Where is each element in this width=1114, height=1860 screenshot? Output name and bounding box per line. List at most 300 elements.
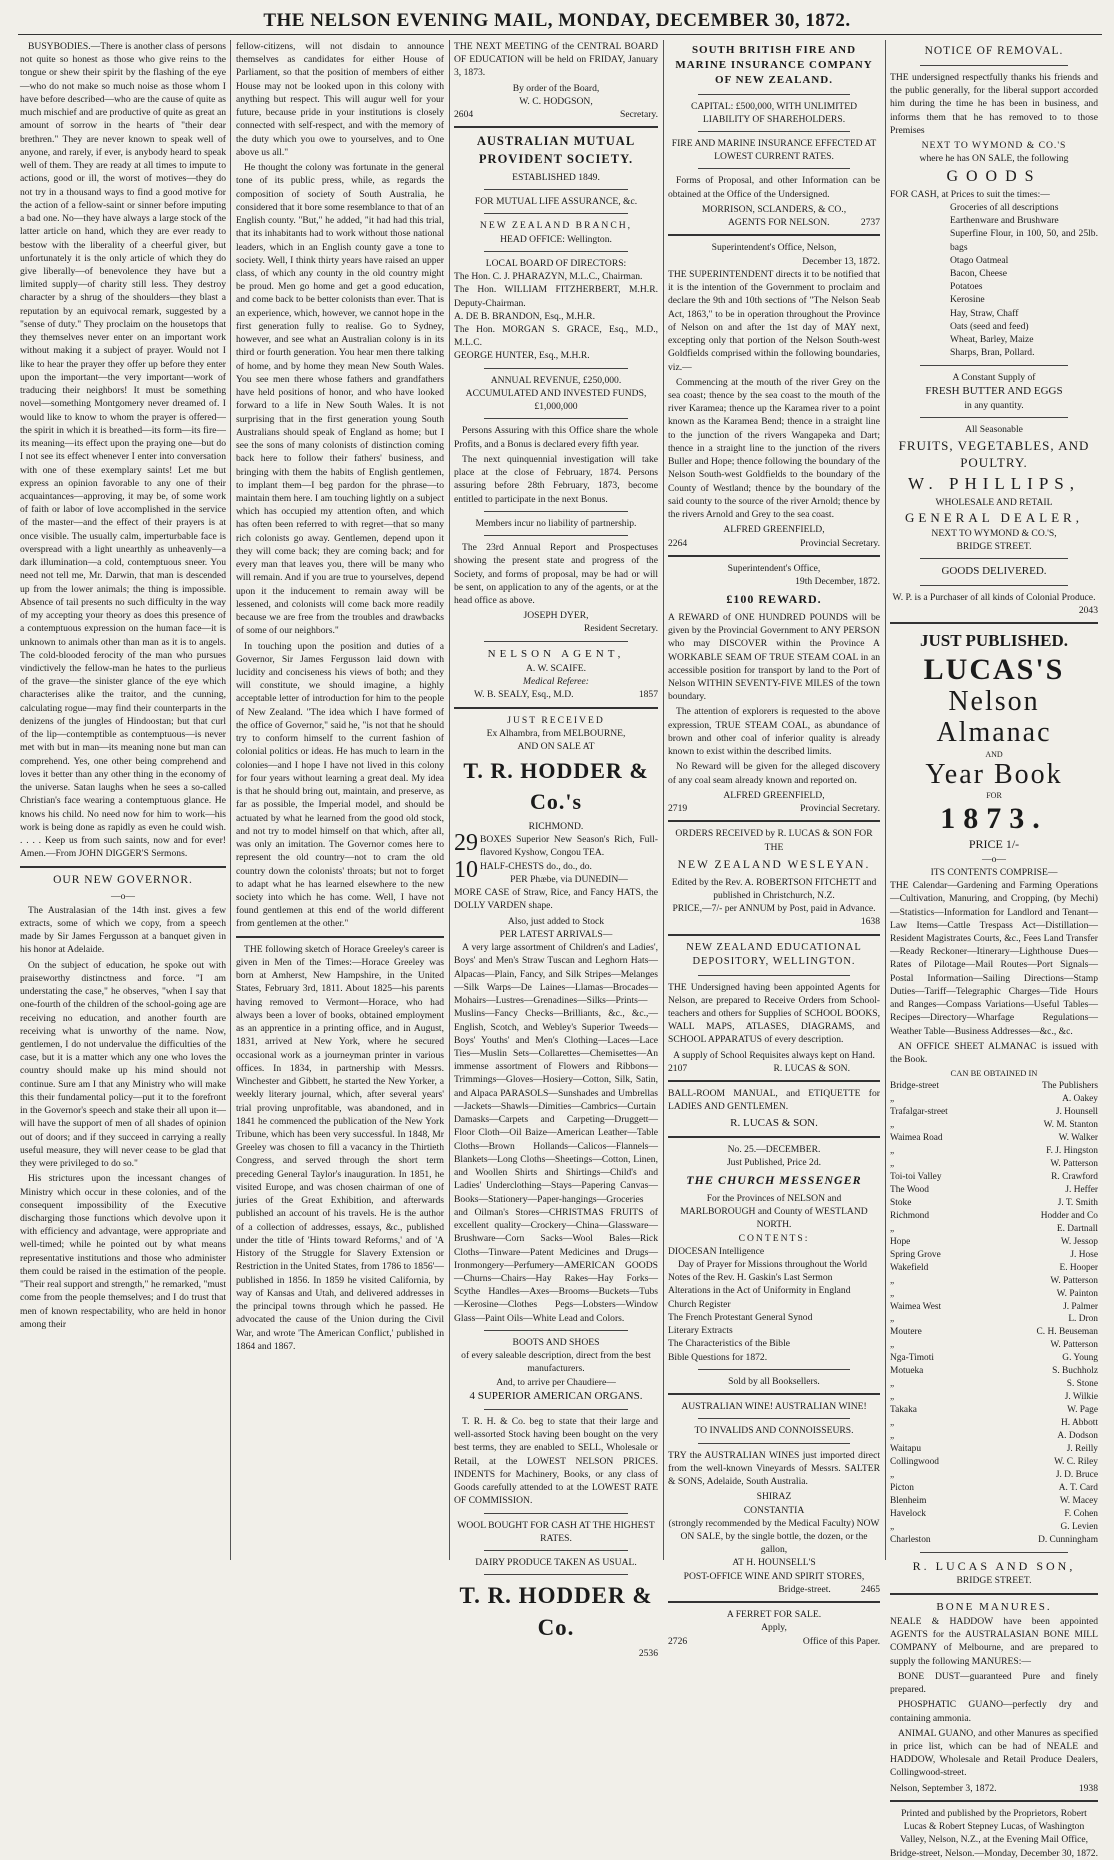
- agent-place: Blenheim: [890, 1496, 927, 1507]
- agent-place: Waitapu: [890, 1444, 922, 1455]
- column-divider: [230, 40, 231, 1560]
- goods-item: Sharps, Bran, Pollard.: [950, 347, 1035, 359]
- almanac-contents: THE Calendar—Gardening and Farming Operations—Cultivation, Manuring, and Cropping, (by Mechi)—Statistics—Information for Landlord and Tenant—Law Items—Cattle Trespass Act—Distillation—Resident Magistrates Courts, &c., Fees Land Transfer—Ready Reckoner—Itinerary—Lighthouse Dues—Rates of Pilotage—Mail Routes—Port Signals—Postal Information—Sailing Directions—Stamp Duties—Tariff—Telegraphic Charges—Tide Hours and Ranges—Compass Variations—Useful Tables—Recipes—Directory—Wharfage Regulations—Weather Table—Business Addresses—&c., &c.: [890, 880, 1098, 1037]
- divider: [668, 820, 880, 822]
- amp-office: HEAD OFFICE: Wellington.: [500, 233, 612, 245]
- divider: [454, 707, 658, 709]
- agent-name: J. Hose: [1070, 1249, 1098, 1260]
- amp-agent: A. W. SCAIFE.: [526, 662, 586, 674]
- agent-place: „: [890, 1521, 895, 1532]
- phillips-line: NEXT TO WYMOND & CO.'S,: [931, 528, 1057, 539]
- agent-row: [890, 1417, 1098, 1430]
- agent-name: W. M. Stanton: [1043, 1119, 1098, 1130]
- divider: [698, 1443, 850, 1444]
- hodder-item: BOXES Superior New Season's Rich, Full-flavored Kyshow, Congou TEA.: [480, 834, 658, 859]
- almanac-price: PRICE 1/-: [968, 837, 1020, 852]
- amp-line: FOR MUTUAL LIFE ASSURANCE, &c.: [474, 196, 638, 208]
- agent-name: A. Oakey: [1062, 1094, 1098, 1104]
- messenger-item: The Characteristics of the Bible: [668, 1338, 791, 1350]
- agent-name: S. Stone: [1066, 1379, 1098, 1390]
- hodder-para: T. R. H. & Co. beg to state that their large and well-assorted Stock having been bought on the very best terms, they are enabled to SELL, Wholesale or Retail, at the LOWEST NELSON PRICES. INDENTS for Machinery, Books, or any class of Goods carefully attended to at the LOWEST RATE OF COMMISSION.: [454, 1416, 658, 1507]
- ferret-line: Apply,: [761, 1622, 787, 1634]
- almanac-year: 1873.: [940, 801, 1048, 835]
- agent-row: [890, 1158, 1098, 1171]
- amp-signatory-title: Resident Secretary.: [584, 623, 658, 635]
- divider: [668, 934, 880, 936]
- column-5: [890, 40, 1098, 1859]
- agent-name: G. Levien: [1060, 1521, 1098, 1532]
- scab-notice: THE SUPERINTENDENT directs it to be notified that it is the intention of the Government to proclaim and declare the 9th and 10th sections of "The Nelson Seab Act, 1863," to be in operation throughout the Province of Nelson on and after the 1st day of MAY next, excepting only that portion of the Nelson South-west Goldfields comprised within the following boundaries, viz.—: [668, 268, 880, 373]
- divider: [668, 1080, 880, 1082]
- goods-item: Oats (seed and feed): [950, 320, 1029, 332]
- agent-row: [890, 1378, 1098, 1391]
- governor-para: The Australasian of the 14th inst. gives a few extracts, some of which we copy, from a speech made by Sir James Fergusson at a banquet given in his honor at Adelaide.: [20, 904, 226, 956]
- divider: [698, 131, 850, 132]
- agent-row: [890, 1132, 1098, 1145]
- agent-place: „: [890, 1431, 895, 1442]
- messenger-line: For the Provinces of NELSON and MARLBOROUGH and County of WESTLAND NORTH.: [680, 1192, 868, 1231]
- agent-name: W. Walker: [1058, 1132, 1098, 1143]
- divider: [890, 622, 1098, 624]
- bone-para: ANIMAL GUANO, and other Manures as specified in price list, which can be had of NEALE and HADDOW, Wholesale and Retail Produce Dealers, Collingwood-street.: [890, 1727, 1098, 1779]
- divider: [668, 234, 880, 236]
- agent-name: W. C. Riley: [1054, 1457, 1098, 1468]
- agent-name: L. Dron: [1068, 1314, 1098, 1325]
- divider: [920, 585, 1068, 586]
- divider: [484, 535, 628, 536]
- divider: [890, 1800, 1098, 1802]
- agent-place: „: [890, 1470, 895, 1481]
- agent-place: Trafalgar-street: [890, 1106, 948, 1117]
- agent-row: [890, 1249, 1098, 1262]
- bone-para: PHOSPHATIC GUANO—perfectly dry and containing ammonia.: [890, 1699, 1098, 1724]
- almanac-contents-heading: ITS CONTENTS COMPRISE—: [930, 866, 1058, 878]
- amp-para: The 23rd Annual Report and Prospectuses showing the present state and progress of the Society, and forms of proposal, may be had or will be sent, on application to any of the agents, or at the head office as above.: [454, 542, 658, 606]
- divider: [920, 65, 1068, 66]
- south-british-agent-title: AGENTS FOR NELSON.: [728, 217, 830, 229]
- divider: [484, 189, 628, 190]
- divider: [484, 641, 628, 642]
- agent-row: [890, 1210, 1098, 1223]
- almanac-and: AND: [985, 749, 1003, 759]
- heading-ornament: —o—: [111, 891, 135, 903]
- agent-name: G. Young: [1062, 1353, 1098, 1364]
- agent-row: [890, 1262, 1098, 1275]
- wine-seller: POST-OFFICE WINE AND SPIRIT STORES,: [683, 1570, 865, 1582]
- phillips-produce: W. P. is a Purchaser of all kinds of Colonial Produce.: [892, 591, 1096, 603]
- hodder-item: MORE CASE of Straw, Rice, and Fancy HATS, the DOLLY VARDEN shape.: [454, 887, 658, 912]
- agent-place: „: [890, 1392, 895, 1403]
- divider: [20, 866, 226, 868]
- agent-row: [890, 1365, 1098, 1378]
- notice-signatory: ALFRED GREENFIELD,: [723, 524, 825, 536]
- hodder-stock-list: A very large assortment of Children's and Ladies', Boys' and Men's Straw Tuscan and Leghorn Hats—Alpacas—Plain, Fancy, and Silk Stripes—Melanges—Silk Warps—De Laines—Llamas—Brocades—Mohairs—Lustres—Grenadines—Silks—Prints—Muslins—Fancy Checks—Brilliants, &c., &c.,—English, Scotch, and Webley's Superior Tweeds—Boys' Youths' and Men's Clothing—Laces—Lace Ties—Muslin Sets—Collarettes—Chemisettes—An immense assortment of Flowers and Ribbons—Trimmings—Gloves—Hosiery—Cotton, Silk, Satin, and Alpaca PARASOLS—Sunshades and Umbrellas—Jackets—Shawls—Dimities—Cambrics—Curtain Damasks—Carpets and Carpeting—Druggett—Floor Cloth—Oil Baize—American Leather—Table Cloths—Brown Hollands—Calicos—Flannels—Blankets—Long Cloths—Sheetings—Cotton, Linen, and Woollen Shirts and Shirtings—Child's and Ladies' Underclothing—Stays—Papering Canvas—Books—Stationery—Paper-hangings—Groceries and Oilman's Stores—CHRISTMAS FRUITS of excellent quality—Crockery—China—Glassware—Brushware—Corn Sacks—Wool Bales—Rick Cloths—Tinware—Patent Medicines and Drugs—Ironmongery—Perfumery—AMERICAN GOODS—Churns—Chairs—Hay Rakes—Hay Forks—Scythe Handles—Axes—Brooms—Buckets—Tubs—Kerosine—Clothes Pegs—Lobsters—Window Glass—Paint Oils—White Lead and Colors.: [454, 942, 658, 1324]
- wine-address: Bridge-street.: [778, 1583, 831, 1595]
- amp-director: The Hon. WILLIAM FITZHERBERT, M.H.R. Deputy-Chairman.: [454, 284, 658, 309]
- almanac-lucas: LUCAS'S: [923, 652, 1065, 686]
- column-2: [236, 40, 444, 1562]
- agent-place: „: [890, 1094, 895, 1104]
- south-british-title: SOUTH BRITISH FIRE AND MARINE INSURANCE COMPANY OF NEW ZEALAND.: [675, 44, 873, 87]
- hodder-line: PER Phæbe, via DUNEDIN—: [510, 873, 628, 885]
- column-divider: [663, 40, 664, 1560]
- scab-boundary: Commencing at the mouth of the river Grey on the sea coast; thence by the sea coast to the mouth of the river Karamea; thence up the Karamea river to a point known as the Karamea Bend; thence in a straight line to the junction of the rivers Wangapeka and Dart; thence in a straight line to the junction of the rivers Buller and Hope; thence following the boundary of the Nelson South-west Goldfields to the boundary of the County of Westland; thence by the boundary of the said county to the source of the river Arnold; thence by the rivers Arnold and Grey to the sea coast.: [668, 376, 880, 521]
- amp-signatory: JOSEPH DYER,: [523, 610, 589, 622]
- agent-name: W. Macey: [1059, 1496, 1098, 1507]
- divider: [484, 213, 628, 214]
- messenger-item: Day of Prayer for Missions throughout the World: [678, 1259, 868, 1271]
- agent-place: Richmond: [890, 1210, 930, 1221]
- governor-heading: OUR NEW GOVERNOR.: [53, 873, 193, 886]
- amp-funds: ACCUMULATED AND INVESTED FUNDS, £1,000,000: [465, 387, 647, 413]
- goods-item: Hay, Straw, Chaff: [950, 307, 1019, 319]
- messenger-item: Bible Questions for 1872.: [668, 1351, 768, 1363]
- agent-place: „: [890, 1314, 895, 1325]
- governor-continued: fellow-citizens, will not disdain to announce themselves as candidates for either House of Parliament, so that the position of members of either House may not be looked upon in this colony with anything but respect. This will augur well for your future, because pride in your institutions is closely connected with self-respect, and with the memory of the duty which you owe to yourselves, and to One above us all.": [236, 41, 444, 158]
- goods-item: Kerosine: [950, 294, 985, 306]
- almanac-for: FOR: [986, 791, 1002, 801]
- divider: [668, 1136, 880, 1138]
- divider: [698, 1418, 850, 1419]
- divider: [698, 975, 850, 976]
- amp-title: AUSTRALIAN MUTUAL PROVIDENT SOCIETY.: [476, 134, 636, 166]
- hodder-name: T. R. HODDER & Co.'s: [463, 758, 649, 814]
- agent-name: J. Reilly: [1066, 1444, 1098, 1455]
- board-notice-title: Secretary.: [620, 109, 658, 121]
- hodder-dairy: DAIRY PRODUCE TAKEN AS USUAL.: [475, 1557, 637, 1569]
- messenger-item: DIOCESAN Intelligence: [668, 1245, 765, 1257]
- agent-place: Nga-Timoti: [890, 1353, 934, 1364]
- ferret-line: Office of this Paper.: [802, 1635, 880, 1647]
- governor-para: On the subject of education, he spoke out with praiseworthy distinctness and force. "I am understating the case," he observes, "when I say that one-fourth of the children of the school-going age are receiving no education, and another fourth are receiving what is unworthy of the name. Now, gentlemen, I do not undervalue the difficulties of the case, but it is a matter which any one who loves the country should make up his mind should not continue. Sure am I that any Ministry who will make this their fundamental policy—put it to the forefront in the Governor's speech and stake their all upon it—will have the support of men of all shades of opinion out of doors; and if they succeed in carrying a really useful measure, they will never cease to be glad that they were privileged to do so.": [20, 959, 226, 1170]
- agent-place: Waimea Road: [890, 1132, 943, 1143]
- agent-name: W. Painton: [1056, 1288, 1098, 1299]
- notice-signatory-title: Provincial Secretary.: [800, 537, 880, 549]
- amp-director: The Hon. MORGAN S. GRACE, Esq., M.D., M.L.C.: [454, 324, 658, 349]
- ad-number: 2536: [638, 1647, 658, 1659]
- hodder-qty: 29: [454, 830, 478, 857]
- hodder-line: Also, just added to Stock: [507, 915, 605, 927]
- south-british-agent: MORRISON, SCLANDERS, & CO.,: [701, 203, 847, 215]
- notice-dateline: Superintendent's Office,: [727, 562, 821, 574]
- wine-para: (strongly recommended by the Medical Faculty) NOW ON SALE, by the single bottle, the dozen, or the gallon,: [668, 1517, 880, 1556]
- agent-place: Stoke: [890, 1197, 912, 1208]
- divider: [668, 1601, 880, 1603]
- agent-row: [890, 1508, 1098, 1521]
- column-divider: [885, 40, 886, 1560]
- board-notice-signatory: W. C. HODGSON,: [519, 95, 593, 107]
- almanac-yearbook: Year Book: [925, 758, 1063, 790]
- agent-row: [890, 1106, 1098, 1119]
- ad-number: 2726: [668, 1635, 688, 1647]
- wine-subheading: TO INVALIDS AND CONNOISSEURS.: [694, 1425, 854, 1437]
- agent-row: [890, 1223, 1098, 1236]
- wine-variety: SHIRAZ: [756, 1491, 792, 1503]
- ad-number: 1857: [638, 689, 658, 701]
- bone-para: NEALE & HADDOW have been appointed AGENTS for the AUSTRALASIAN BONE MILL COMPANY of Melbourne, and are prepared to supply the following MANURES:—: [890, 1615, 1098, 1667]
- phillips-line: GENERAL DEALER,: [905, 510, 1083, 526]
- agent-place: Hope: [890, 1236, 911, 1247]
- agent-name: F. J. Hingston: [1046, 1145, 1098, 1156]
- agent-row: [890, 1352, 1098, 1365]
- agent-name: A. T. Card: [1058, 1483, 1098, 1494]
- agent-name: W. Patterson: [1050, 1158, 1098, 1169]
- greeley-sketch: THE following sketch of Horace Greeley's career is given in Men of the Times:—Horace Greeley was born at Amherst, New Hampshire, in the United States, February 3rd, 1811. About 1825—his parents having removed to Vermont—Horace, who had always been a lover of books, obtained employment as an apprentice in a printing office, and in August, 1831, arrived at New York, where he secured occasional work as a journeyman printer in various offices. In 1834, in partnership with Messrs. Winchester and Gibbett, he started the New Yorker, a weekly literary journal, which, after several years' trial proving unprofitable, was abandoned, and in 1841 he commenced the publication of the New York Tribune, which has been very successful. In 1848, Mr Greeley was chosen to fill a vacancy in the Thirtieth Congress, and served through the short term preceding General Taylor's inauguration. In 1851, he visited Europe, and was chosen chairman of one of juries of the Great Exhibition, and afterwards published an account of his travels. He is the author of a collection of addresses, essays, &c., published under the title of 'Hints toward Reforms,' and of 'A History of the Struggle for Slavery Extension or Restriction in the United States, from 1786 to 1856'—published in 1856. In 1859 he visited California, by way of Kansas and Utah, and delivered addresses in the principal towns through which he passed. He advocated the cause of the Union during the Civil War, and wrote 'The American Conflict,' published in 1864 and 1867.: [236, 943, 444, 1352]
- amp-referee: W. B. SEALY, Esq., M.D.: [474, 689, 574, 701]
- agent-place: „: [890, 1379, 895, 1390]
- agent-row: [890, 1391, 1098, 1404]
- messenger-item: Alterations in the Act of Uniformity in England: [668, 1285, 851, 1297]
- agent-name: S. Buchholz: [1052, 1366, 1098, 1377]
- divider: [484, 418, 628, 419]
- divider: [920, 417, 1068, 418]
- depository-para: THE Undersigned having been appointed Agents for Nelson, are prepared to Receive Orders from School-teachers and others for Supplies of SCHOOL BOOKS, WALL MAPS, ATLASES, DIAGRAMS, and SCHOOL APPARATUS of every description.: [668, 981, 880, 1046]
- removal-line: in any quantity.: [964, 400, 1024, 412]
- amp-established: ESTABLISHED 1849.: [512, 171, 600, 183]
- divider: [920, 558, 1068, 559]
- agent-place: Takaka: [890, 1405, 917, 1416]
- goods-item: Wheat, Barley, Maize: [950, 334, 1034, 346]
- ad-number: 2264: [668, 537, 688, 549]
- agent-row: [890, 1404, 1098, 1417]
- agent-place: Toi-toi Valley: [890, 1171, 942, 1182]
- wesleyan-title: NEW ZEALAND WESLEYAN.: [677, 858, 871, 871]
- fruits-heading: FRUITS, VEGETABLES, AND POULTRY.: [898, 437, 1090, 471]
- phillips-name: W. PHILLIPS,: [908, 474, 1080, 494]
- agent-name: E. Hooper: [1059, 1262, 1098, 1273]
- amp-director: GEORGE HUNTER, Esq., M.H.R.: [454, 350, 590, 362]
- agent-row: [890, 1521, 1098, 1534]
- wine-variety: CONSTANTIA: [743, 1504, 805, 1516]
- hodder-qty: 10: [454, 856, 478, 883]
- amp-para: The next quinquennial investigation will take place at the close of February, 1874. Persons assuring before 28th February, 1873, become entitled to participate in the next Bonus.: [454, 453, 658, 505]
- amp-revenue: ANNUAL REVENUE, £250,000.: [490, 374, 622, 386]
- hodder-location: RICHMOND.: [528, 821, 584, 832]
- agent-row: [890, 1093, 1098, 1106]
- divider: [484, 511, 628, 512]
- south-british-line: FIRE AND MARINE INSURANCE EFFECTED AT LOWEST CURRENT RATES.: [671, 137, 877, 163]
- agent-name: W. Patterson: [1050, 1275, 1098, 1286]
- column-3: [454, 40, 658, 1659]
- goods-item: Earthenware and Brushware: [950, 215, 1059, 227]
- removal-line: where he has ON SALE, the following: [919, 153, 1069, 165]
- agent-name: J. Palmer: [1063, 1301, 1098, 1312]
- almanac-office-sheet: AN OFFICE SHEET ALMANAC is issued with the Book.: [890, 1040, 1098, 1066]
- notice-signatory: ALFRED GREENFIELD,: [723, 789, 825, 801]
- agent-name: H. Abbott: [1061, 1418, 1098, 1429]
- ad-number: 2719: [668, 803, 688, 815]
- column-1: [20, 40, 226, 1562]
- wesleyan-line: Edited by the Rev. A. ROBERTSON FITCHETT and published in Christchurch, N.Z.: [671, 876, 877, 901]
- removal-line: FOR CASH, at Prices to suit the times:—: [890, 188, 1050, 200]
- notice-dateline: Superintendent's Office, Nelson,: [711, 242, 837, 254]
- agent-row: [890, 1443, 1098, 1456]
- agent-row: [890, 1184, 1098, 1197]
- divider: [698, 168, 850, 169]
- busybodies-article: BUSYBODIES.—There is another class of persons not quite so honest as those who give reins to the tongue or shew their spirit by the flashing of the eye—who do not make so much noise as those whom I have before described—who are the cause of quite as much mischief and are productive of quite as great an amount of sorrow in the hearts of "their dear brethren." They are never known to speak well of anyone, and rarely, if ever, is anybody heard to speak well of them. They are ready at all times to impute to actions, good or ill, the worst of motives—they do not try in a thousand ways to find a good motive for the action of a fellow-saint or sinner before imputing a bad one. No—they have always a large stock of the latter article on hand, which they are ever ready to bestow with the liberality of a cheerful giver, but unfortunately it is the only article of which they do give liberally—of benevolence they have but a limited supply—of charity still less. They destroy character by a shrug of the shoulders—they blast a reputation by an equivocal remark, suggested by a "sense of duty." They proclaim on the housetops that they themselves never enter on an important work without making it a subject of prayer. Would not I like to hear the prayer they offer up before they enter upon the important—the very important—work of traducing their neighbors! It must be something novel—something Montgomery never dreamed of. I would like to know to whom the prayer is offered—the spirit in which it is breathed—its form—its fire—its meaning—its effect upon the praying one—but do I not see its effect whenever I enter into conversation with one of these exemplary saints! Let me but express an opinion favorable to any one of their acquaintances—approving, it may be, of some work of faith or labor of love accomplished in the service of the master—and the effect of their prayers is at once visible. The usually calm, imperturbable face is overspread with a light unearthly as unheavenly—a dark illumination—a cold, contemptuous sneer. You need not tell me, Mr. Darwin, that man is descended up from the lower animals; the thing is impossible. Absence of tail presents no such difficulty in the way of my accepting your theory as does this presence of a contemptuous expression on the human face—it is unknown to animals other than man as it is to angels. The cold-blooded ferocity of the man who pursues vindictively the fellow-man he hates to the purlieus of the grave—the sinister glance of the eye which characterises alike the traitor, and the cunning, calculating rogue—may find their counterparts in the denizens of the jungles of Hindoostan; but that curl of the lip—contemptible as contemptuous—is never met with but in man—its meaning none but man can comprehend. Yes, one other being comprehend and loves it better than any other thing in the economy of the universe. Satan laughs when he sees a so-called Christian's face wearing a contemptuous glance. He knows his child. No need now for him to work—his work is being done as rapidly as even he could wish. . . . . Keep us from such saints, now and for ever! Amen.—From JOHN DIGGER'S Sermons.: [20, 41, 226, 860]
- lucas-name: R. LUCAS AND SON,: [912, 1558, 1076, 1573]
- heading-ornament: —o—: [982, 853, 1006, 865]
- agent-place: Havelock: [890, 1509, 926, 1519]
- governor-para: He thought the colony was fortunate in the general tone of its public press, while, as regards the composition of society of South Australia, he considered that it bore some resemblance to that of an English county. "But," he added, "it had had this trial, that its inhabitants had to work without those national leaders, which in an English county gave a tone to society. Well, I think thirty years have raised an upper class, of which any county in the old country might be proud. Men go home and get a good education, and come back to be better colonists than ever. That is an experience, which, however, we cannot hope in the first generation fully to realise. Go to Sydney, however, and see what an Australian colony is in its third or fourth generation. You hear men there talking of home, and by home they mean New South Wales. You see men there whose fathers and grandfathers have held positions of honor, and who have looked forward to a life in New South Wales. It is not surprising that in the first generation young South Australians should speak of England as home; but I see the sons of many colonists of distinction coming back here to follow their fathers' business, and bringing with them the habits of English gentlemen, to implant them—I beg pardon for the phrase—to maintain them here. I am touching lightly on a subject which has occupied my attention often, and which has often been referred to with regret—that so many rich colonists go away. Gentlemen, depend upon it they will come back; they are coming back; and for every man that leaves you, there will be many who will remain. And if you are true to yourselves, depend upon it the inducement to remain away will be lessened, and colonists will come back more readily because we are free from the troubles and drawbacks of some of our neighbors.": [236, 162, 444, 637]
- goods-heading: GOODS: [946, 167, 1042, 185]
- messenger-title: THE CHURCH MESSENGER: [686, 1173, 862, 1188]
- messenger-price: Just Published, Price 2d.: [726, 1157, 822, 1169]
- bone-date: Nelson, September 3, 1872.: [890, 1782, 997, 1794]
- messenger-item: Notes of the Rev. H. Gaskin's Last Sermon: [668, 1272, 833, 1284]
- hodder-line: And, to arrive per Chaudiere—: [496, 1376, 616, 1388]
- agent-place: „: [890, 1340, 895, 1351]
- messenger-item: Church Register: [668, 1298, 731, 1310]
- phillips-line: WHOLESALE AND RETAIL: [935, 496, 1053, 508]
- bone-heading: BONE MANURES.: [936, 1600, 1052, 1613]
- amp-director: The Hon. C. J. PHARAZYN, M.L.C., Chairman.: [454, 271, 643, 283]
- reward-para: The attention of explorers is requested to the above expression, TRUE STEAM COAL, as abundance of brown and other coal of inferior quality is already known to exist within the described limits.: [668, 706, 880, 758]
- phillips-line: BRIDGE STREET.: [956, 541, 1032, 553]
- agent-place: Picton: [890, 1483, 914, 1494]
- amp-directors-heading: LOCAL BOARD OF DIRECTORS:: [485, 257, 627, 269]
- agent-place: „: [890, 1223, 895, 1234]
- removal-line: All Seasonable: [965, 424, 1023, 436]
- divider: [920, 365, 1068, 366]
- agent-place: „: [890, 1288, 895, 1299]
- agent-place: Charleston: [890, 1534, 931, 1545]
- divider: [484, 1330, 628, 1331]
- almanac-just-published: JUST PUBLISHED.: [919, 631, 1068, 651]
- divider: [668, 1393, 880, 1395]
- divider: [454, 126, 658, 128]
- agent-name: J. Heffer: [1065, 1184, 1098, 1195]
- divider: [484, 1409, 628, 1410]
- ad-number: 2107: [668, 1062, 688, 1074]
- divider: [484, 1513, 628, 1514]
- almanac-obtained-heading: CAN BE OBTAINED IN: [950, 1068, 1038, 1079]
- almanac-nelson: Nelson Almanac: [936, 686, 1052, 748]
- messenger-issue: No. 25.—DECEMBER.: [727, 1143, 821, 1155]
- lucas-address: BRIDGE STREET.: [956, 1575, 1032, 1587]
- agent-place: The Wood: [890, 1184, 929, 1195]
- messenger-item: The French Protestant General Synod: [668, 1311, 813, 1323]
- agent-row: [890, 1430, 1098, 1443]
- agents-list: [890, 1080, 1098, 1547]
- goods-item: Groceries of all descriptions: [950, 201, 1059, 213]
- wesleyan-line: ORDERS RECEIVED by R. LUCAS & SON FOR THE: [675, 828, 873, 853]
- south-british-para: Forms of Proposal, and other Information can be obtained at the Office of the Undersigned.: [668, 175, 880, 200]
- wine-seller: AT H. HOUNSELL'S: [732, 1557, 816, 1569]
- agent-row: [890, 1197, 1098, 1210]
- agent-name: E. Dartnall: [1056, 1223, 1098, 1234]
- column-divider: [449, 40, 450, 1560]
- divider: [484, 368, 628, 369]
- agent-row: [890, 1275, 1098, 1288]
- goods-item: Potatoes: [950, 281, 983, 293]
- governor-para: In touching upon the position and duties of a Governor, Sir James Fergusson laid down with lucidity and conciseness his views of both; and they will constitute, we should imagine, a highly acceptable letter of introduction for him to the people of New Zealand. "The idea which I have formed of the office of Governor," said he, "is not that he should try to conform himself to the current fashion of colonial politics or ideas. He has much to learn in the colonies—and I hope I have not lived in this colony for four years without learning a great deal. My idea is that he should bring out, maintain, and preserve, as far as possible, the Imperial model, and should be actuated by what he learned from the good old stock, and not try to model himself on that which, after all, was only an imitation. The Governor comes here to represent the old country—not to cram the old country down the colonists' throats; but not to forget to adapt what he has learned elsewhere to the new society into which he has come. Well, I have not found gentlemen at this end of the world different from gentlemen at the other.": [236, 640, 444, 930]
- agent-name: J. Wilkie: [1064, 1392, 1098, 1403]
- agent-place: Moutere: [890, 1327, 922, 1338]
- hodder-line: AND ON SALE AT: [517, 741, 595, 753]
- amp-agent-heading: NELSON AGENT,: [487, 647, 625, 660]
- agent-place: Motueka: [890, 1366, 924, 1377]
- ad-number: 2604: [454, 109, 474, 121]
- masthead: THE NELSON EVENING MAIL, MONDAY, DECEMBER 30, 1872.: [263, 10, 851, 31]
- divider: [236, 936, 444, 938]
- imprint: Printed and published by the Proprietors, Robert Lucas & Robert Stepney Lucas, of Washington Valley, Nelson, N.Z., at the Evening Mail Office, Bridge-street, Nelson.—Monday, December 30, 1872.: [890, 1807, 1098, 1859]
- goods-list: [890, 201, 1098, 360]
- agent-name: F. Cohen: [1064, 1509, 1098, 1519]
- agent-name: J. D. Bruce: [1055, 1470, 1098, 1481]
- hodder-wool: WOOL BOUGHT FOR CASH AT THE HIGHEST RATES.: [457, 1519, 655, 1544]
- agent-row: [890, 1313, 1098, 1326]
- divider: [698, 1369, 850, 1370]
- notice-signatory-title: Provincial Secretary.: [800, 803, 880, 815]
- amp-director: A. DE B. BRANDON, Esq., M.H.R.: [454, 310, 595, 322]
- agent-name: R. Crawford: [1051, 1171, 1098, 1182]
- bone-para: BONE DUST—guaranteed Pure and finely prepared.: [890, 1670, 1098, 1696]
- agent-name: D. Cunningham: [1038, 1534, 1098, 1545]
- goods-item: Superfine Flour, in 100, 50, and 25lb. bags: [950, 228, 1098, 253]
- depository-para: A supply of School Requisites always kept on Hand.: [673, 1049, 875, 1061]
- goods-delivered: GOODS DELIVERED.: [941, 565, 1047, 578]
- governor-para: His strictures upon the incessant changes of Ministry which occur in these colonies, and of the consequent impossibility of the Executive discharging those functions which devolve upon it with efficiency and advantage, were appropriate and well-timed; while he pointed out by what means representative institutions and those who administer them could be raised in the estimation of the people. "Their real support and strength," he remarked, "must come from the people themselves; and I do trust that men of known respectability, who are held in honor among their: [20, 1173, 226, 1330]
- agent-place: Collingwood: [890, 1457, 939, 1468]
- ballroom-publisher: R. LUCAS & SON.: [730, 1116, 818, 1129]
- agent-row: [890, 1080, 1098, 1093]
- agent-name: C. H. Beuseman: [1036, 1327, 1098, 1338]
- divider: [484, 1574, 628, 1575]
- hodder-line: Ex Alhambra, from MELBOURNE,: [486, 727, 626, 739]
- agent-place: „: [890, 1145, 895, 1156]
- agent-row: [890, 1119, 1098, 1132]
- agent-name: J. T. Smith: [1057, 1197, 1098, 1208]
- amp-branch: NEW ZEALAND BRANCH,: [479, 220, 633, 232]
- agent-name: W. Jessop: [1060, 1236, 1098, 1247]
- south-british-capital: CAPITAL: £500,000, WITH UNLIMITED LIABILITY OF SHAREHOLDERS.: [690, 100, 858, 125]
- agent-place: Waimea West: [890, 1301, 942, 1312]
- divider: [890, 1593, 1098, 1595]
- agent-row: [890, 1456, 1098, 1469]
- messenger-item: Literary Extracts: [668, 1325, 733, 1337]
- agent-name: Hodder and Co: [1040, 1210, 1098, 1221]
- ballroom-manual: BALL-ROOM MANUAL, and ETIQUETTE for LADIES AND GENTLEMEN.: [668, 1088, 880, 1113]
- board-notice: THE NEXT MEETING of the CENTRAL BOARD OF EDUCATION will be held on FRIDAY, January 3, 1873.: [454, 41, 658, 79]
- agent-place: „: [890, 1158, 895, 1169]
- amp-referee-heading: Medical Referee:: [523, 676, 589, 688]
- depository-title: NEW ZEALAND EDUCATIONAL DEPOSITORY, WELLINGTON.: [686, 941, 862, 968]
- agent-row: [890, 1482, 1098, 1495]
- ad-number: 2465: [860, 1583, 880, 1595]
- agent-row: [890, 1339, 1098, 1352]
- wesleyan-price: PRICE,—7/- per ANNUM by Post, paid in Advance.: [672, 903, 876, 915]
- hodder-line: of every saleable description, direct from the best manufacturers.: [461, 1350, 651, 1375]
- hodder-heading: JUST RECEIVED: [507, 714, 605, 726]
- removal-line: NEXT TO WYMOND & CO.'S: [921, 140, 1067, 152]
- messenger-sold: Sold by all Booksellers.: [728, 1375, 820, 1387]
- amp-para: Members incur no liability of partnership.: [475, 517, 637, 529]
- agent-place: „: [890, 1275, 895, 1286]
- agent-name: J. Hounsell: [1055, 1106, 1098, 1117]
- hodder-item: HALF-CHESTS do., do., do.: [480, 860, 592, 872]
- hodder-organs: 4 SUPERIOR AMERICAN ORGANS.: [469, 1389, 643, 1402]
- agent-name: W. Patterson: [1050, 1340, 1098, 1351]
- amp-para: Persons Assuring with this Office share the whole Profits, and a Bonus is declared every fifth year.: [454, 425, 658, 450]
- column-4: [668, 40, 880, 1647]
- depository-signatory: R. LUCAS & SON.: [773, 1062, 850, 1074]
- hodder-name: T. R. HODDER & Co.: [459, 1583, 653, 1641]
- agent-name: W. Page: [1067, 1405, 1098, 1416]
- agent-place: „: [890, 1418, 895, 1429]
- notice-date: 19th December, 1872.: [795, 576, 880, 588]
- reward-heading: £100 REWARD.: [726, 592, 822, 607]
